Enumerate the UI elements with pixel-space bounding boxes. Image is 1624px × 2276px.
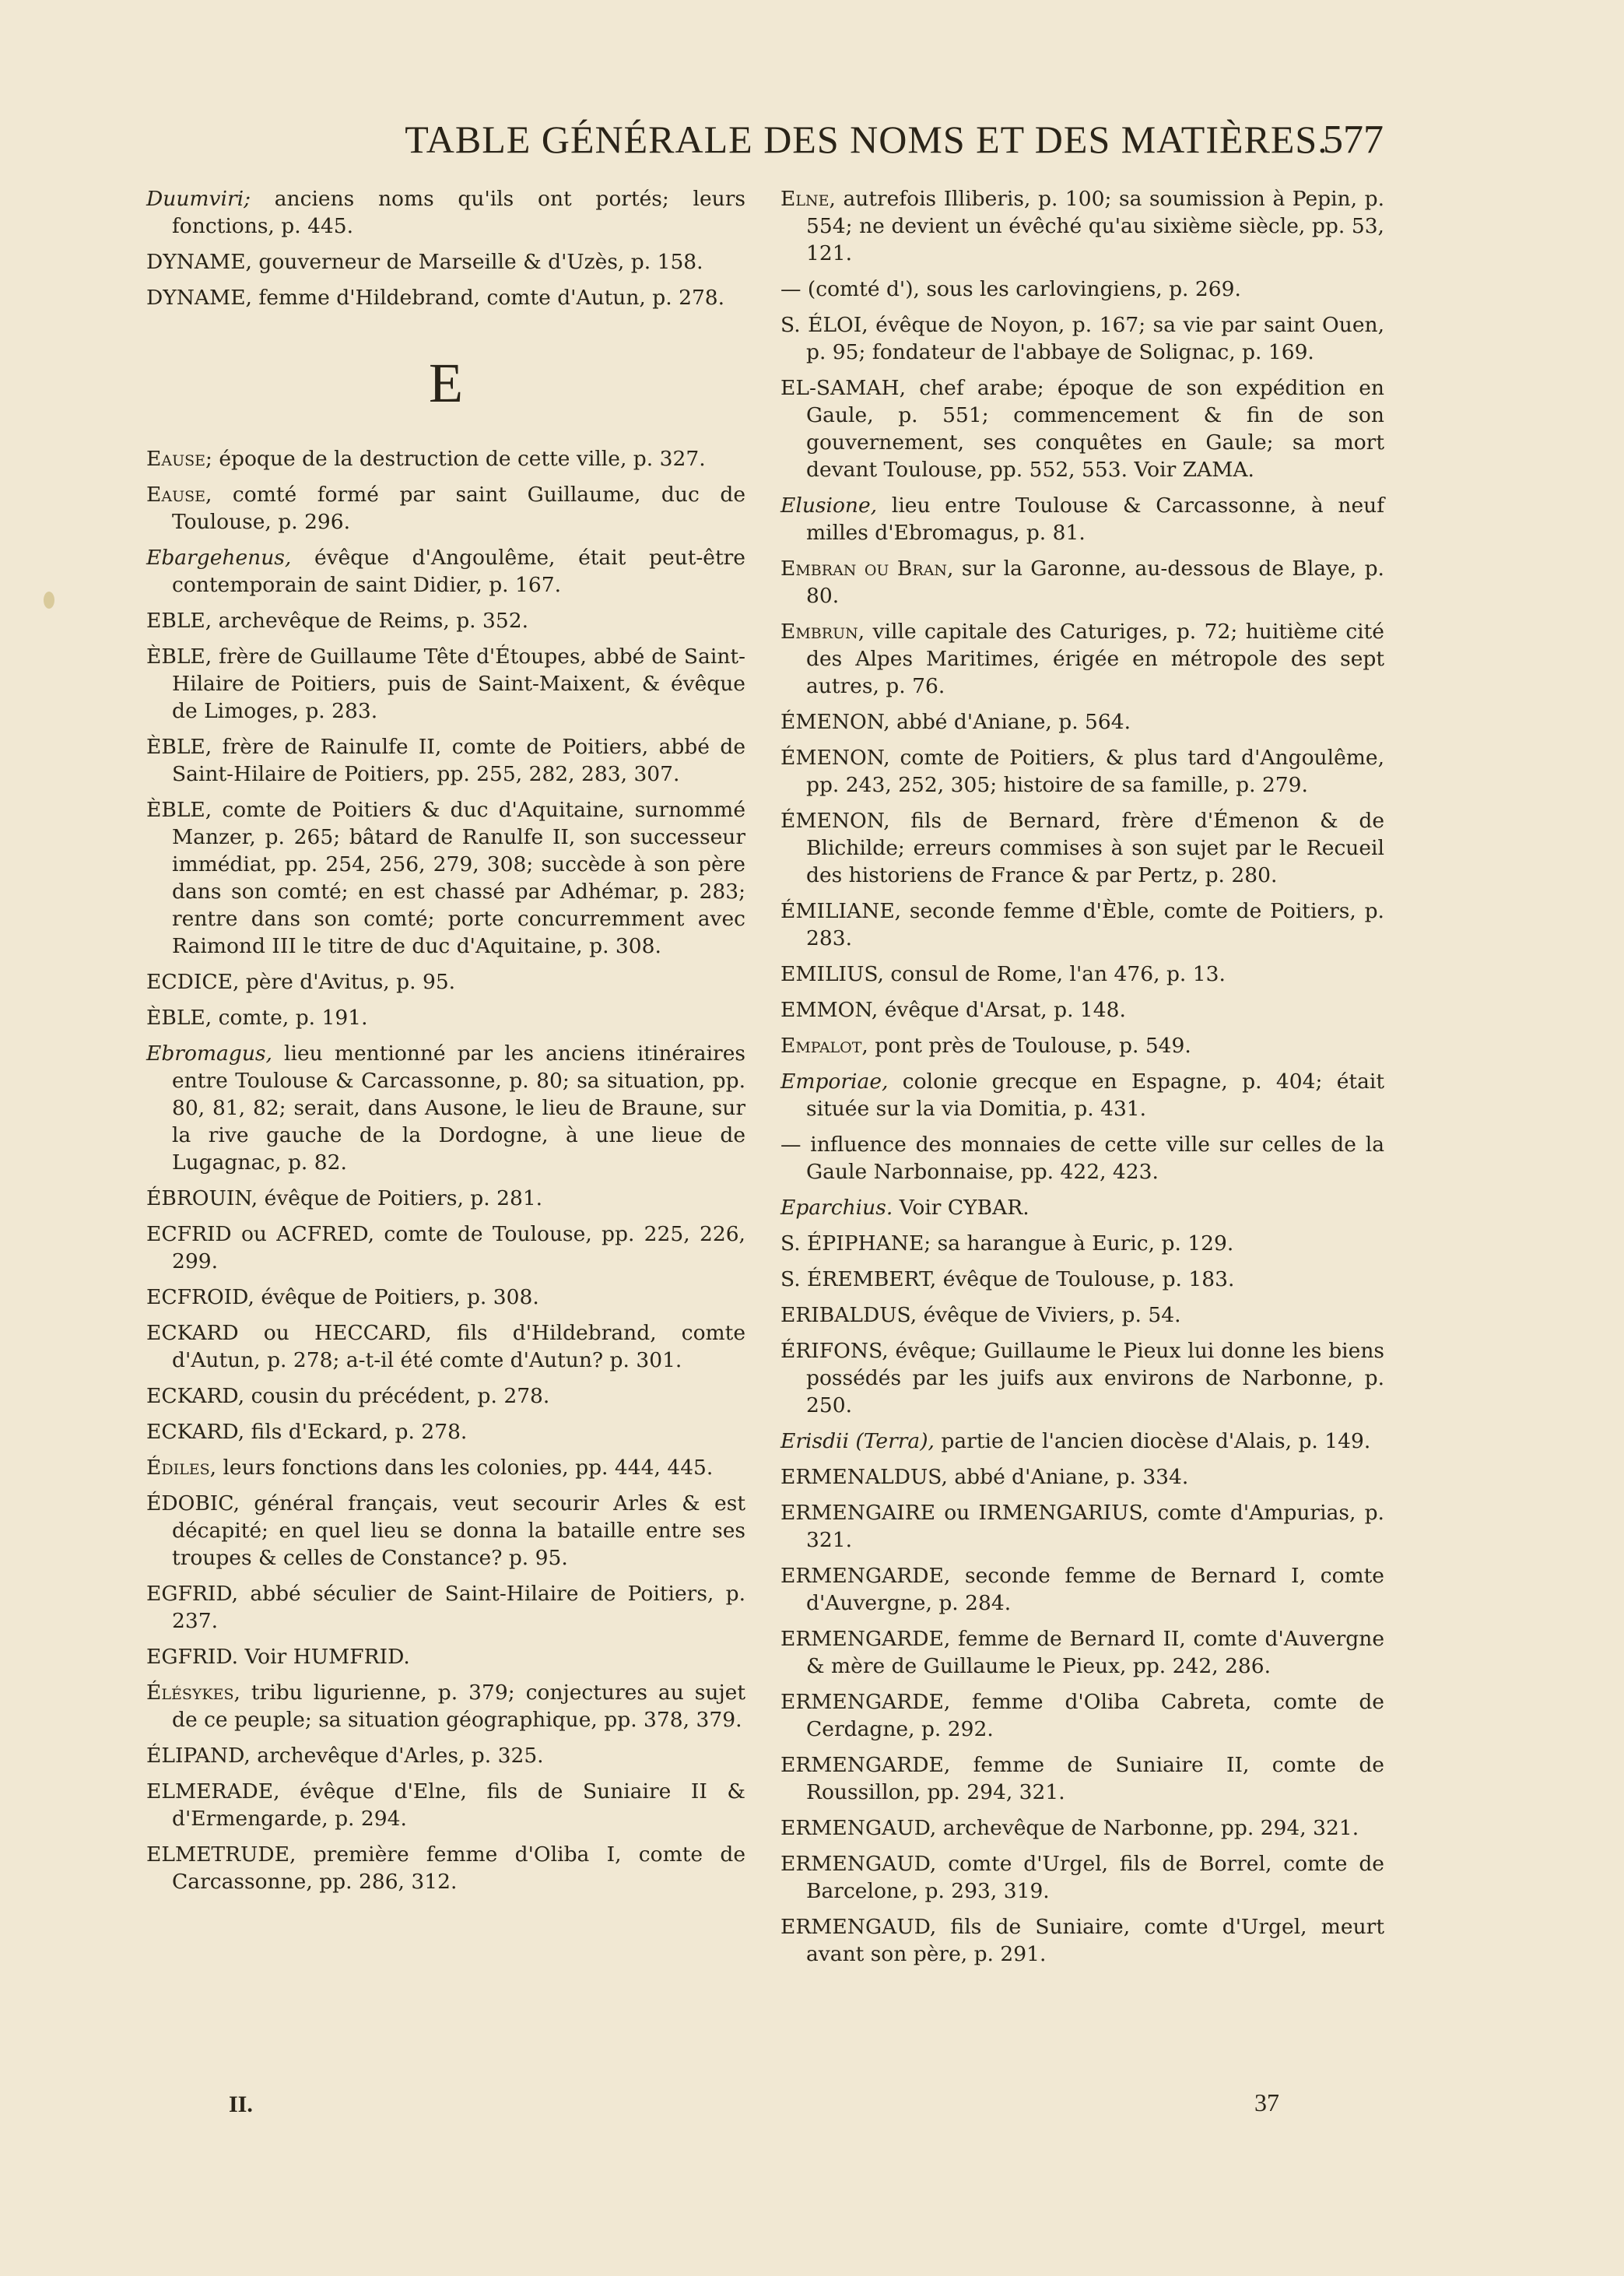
entry-text: comte de Toulouse, pp. 225, 226, 299. <box>172 1222 745 1273</box>
signature-mark: II. <box>229 2092 253 2117</box>
entry-text: évêque de Poitiers, p. 308. <box>254 1285 539 1309</box>
index-entry <box>146 248 745 276</box>
entry-heading: Duumviri; <box>146 187 251 211</box>
index-entry <box>146 1221 745 1275</box>
entry-heading: DYNAME, <box>146 250 252 274</box>
entry-heading: ECFRID ou ACFRED, <box>146 1222 375 1246</box>
entry-heading: ERMENGARDE, <box>780 1690 951 1714</box>
entry-heading: ECFROID, <box>146 1285 254 1309</box>
index-entry <box>146 1742 745 1769</box>
entry-heading: Erisdii (Terra), <box>780 1429 935 1453</box>
entry-heading: ERMENGARDE, <box>780 1564 951 1588</box>
entry-text: fils d'Eckard, p. 278. <box>244 1420 468 1444</box>
entry-text: seconde femme d'Èble, comte de Poitiers, p. 283. <box>806 899 1384 950</box>
index-entry <box>780 311 1384 366</box>
index-entry <box>780 708 1384 736</box>
entry-text: partie de l'ancien diocèse d'Alais, p. 149. <box>934 1429 1371 1453</box>
entry-heading: ERMENGAUD, <box>780 1816 937 1840</box>
index-entry <box>146 1382 745 1410</box>
entry-text: époque de la destruction de cette ville, p. 327. <box>212 447 706 471</box>
index-entry <box>780 1751 1384 1806</box>
index-entry <box>146 1454 745 1481</box>
entry-heading: Embrun, <box>780 620 865 644</box>
entry-heading: ELMERADE, <box>146 1779 280 1804</box>
index-entry <box>780 276 1384 303</box>
entry-heading: ECKARD, <box>146 1384 245 1408</box>
entry-text: comte de Poitiers & duc d'Aquitaine, surnommé Manzer, p. 265; bâtard de Ranulfe II, son successeur immédiat, pp. 254, 256, 279, 308; succède à son père dans son comté; en est chassé par Adhémar, p. 283; rentre dans son comté; porte concurremment avec Raimond III le titre de duc d'Aquitaine, p. 308. <box>172 798 745 958</box>
entry-heading: ÈBLE, <box>146 735 212 759</box>
index-entry <box>780 555 1384 609</box>
index-entry <box>780 1230 1384 1257</box>
entry-text: première femme d'Oliba I, comte de Carcassonne, pp. 286, 312. <box>172 1842 745 1894</box>
entry-heading: ELMETRUDE, <box>146 1842 296 1867</box>
entry-heading: ÉBROUIN, <box>146 1186 258 1210</box>
index-entry <box>146 1841 745 1895</box>
index-entry <box>780 1499 1384 1554</box>
entry-text: (comté d'), sous les carlovingiens, p. 269. <box>801 277 1241 301</box>
entry-text: anciens noms qu'ils ont portés; leurs fonctions, p. 445. <box>172 187 745 238</box>
index-entry <box>780 1814 1384 1842</box>
sheet-mark: 37 <box>1254 2088 1279 2116</box>
index-entry <box>780 897 1384 952</box>
index-entry <box>780 1301 1384 1329</box>
entry-heading: ERMENGAUD, <box>780 1852 937 1876</box>
entry-text: fils de Suniaire, comte d'Urgel, meurt avant son père, p. 291. <box>806 1915 1384 1966</box>
entry-heading: ERMENGARDE, <box>780 1627 951 1651</box>
index-entry <box>146 1778 745 1832</box>
entry-heading: ERIBALDUS, <box>780 1303 917 1327</box>
index-entry <box>146 284 745 311</box>
entry-text: comte, p. 191. <box>212 1006 368 1030</box>
index-entry <box>780 807 1384 889</box>
entry-heading: EMMON, <box>780 998 879 1022</box>
entry-heading: ÉMENON, <box>780 809 890 833</box>
entry-text: femme d'Hildebrand, comte d'Autun, p. 278. <box>251 286 725 310</box>
entry-text: abbé séculier de Saint-Hilaire de Poitiers, p. 237. <box>172 1582 745 1633</box>
index-entry <box>146 1679 745 1733</box>
index-entry <box>780 1032 1384 1059</box>
index-entry <box>146 968 745 996</box>
entry-text: gouverneur de Marseille & d'Uzès, p. 158. <box>251 250 703 274</box>
index-entry <box>780 1913 1384 1968</box>
entry-heading: ÉLIPAND, <box>146 1744 251 1768</box>
index-entry <box>146 185 745 240</box>
entry-heading: EL-SAMAH, <box>780 376 906 400</box>
entry-text: seconde femme de Bernard I, comte d'Auvergne, p. 284. <box>806 1564 1384 1615</box>
entry-text: comte d'Ampurias, p. 321. <box>806 1501 1384 1552</box>
entry-heading: ECDICE, <box>146 970 240 994</box>
letter-heading: E <box>429 352 463 414</box>
entry-heading: EBLE, <box>146 609 212 633</box>
index-entry <box>146 445 745 472</box>
entry-heading: — <box>780 277 801 301</box>
entry-heading: EGFRID. <box>146 1645 239 1669</box>
entry-heading: ÉRIFONS, <box>780 1339 889 1363</box>
entry-heading: ERMENGAIRE ou IRMENGARIUS, <box>780 1501 1149 1525</box>
entry-text: cousin du précédent, p. 278. <box>244 1384 550 1408</box>
entry-text: lieu mentionné par les anciens itinéraires entre Toulouse & Carcassonne, p. 80; sa situation, pp. 80, 81, 82; serait, dans Ausone, le lieu de Braune, sur la rive gauche de la Dordogne, à une lieue de Lugagnac, p. 82. <box>172 1041 745 1175</box>
entry-text: consul de Rome, l'an 476, p. 13. <box>883 962 1226 986</box>
entry-text: comté formé par saint Guillaume, duc de Toulouse, p. 296. <box>172 483 745 534</box>
right-column <box>780 185 1384 1976</box>
entry-text: femme de Bernard II, comte d'Auvergne & mère de Guillaume le Pieux, pp. 242, 286. <box>806 1627 1384 1678</box>
index-entry <box>780 1131 1384 1185</box>
entry-text: abbé d'Aniane, p. 334. <box>947 1465 1189 1489</box>
index-entry <box>146 1580 745 1635</box>
entry-text: tribu ligurienne, p. 379; conjectures au sujet de ce peuple; sa situation géographique, pp. 378, 379. <box>172 1681 745 1732</box>
index-entry <box>780 492 1384 546</box>
entry-heading: ERMENGAUD, <box>780 1915 937 1939</box>
index-entry <box>146 1490 745 1572</box>
entry-text: archevêque d'Arles, p. 325. <box>250 1744 544 1768</box>
entry-heading: Eparchius. <box>780 1196 893 1220</box>
entry-heading: ÉMENON, <box>780 746 890 770</box>
index-entry <box>780 1194 1384 1221</box>
index-entry <box>780 1068 1384 1122</box>
entry-text: colonie grecque en Espagne, p. 404; était située sur la via Domitia, p. 431. <box>806 1070 1384 1121</box>
entry-heading: Ebromagus, <box>146 1041 272 1066</box>
index-entry <box>146 733 745 788</box>
index-entry <box>146 1643 745 1670</box>
entry-text: sa harangue à Euric, p. 129. <box>931 1231 1234 1256</box>
index-entry <box>146 481 745 536</box>
entry-heading: ECKARD, <box>146 1420 245 1444</box>
entry-text: sur la Garonne, au-dessous de Blaye, p. 80. <box>806 557 1384 608</box>
entry-heading: ECKARD ou HECCARD, <box>146 1321 432 1345</box>
entries-before-letter <box>146 185 745 311</box>
index-entry <box>780 1428 1384 1455</box>
entry-heading: ERMENALDUS, <box>780 1465 948 1489</box>
entry-text: père d'Avitus, p. 95. <box>239 970 456 994</box>
entry-text: archevêque de Reims, p. 352. <box>212 609 529 633</box>
index-entry <box>780 1625 1384 1680</box>
index-entry <box>146 1040 745 1176</box>
entry-text: évêque de Noyon, p. 167; sa vie par saint Ouen, p. 95; fondateur de l'abbaye de Solignac, p. 169. <box>806 313 1384 364</box>
entry-text: comte de Poitiers, & plus tard d'Angoulême, pp. 243, 252, 305; histoire de sa famille, p. 279. <box>806 746 1384 797</box>
entry-text: pont près de Toulouse, p. 549. <box>868 1034 1191 1058</box>
entry-heading: S. ÉPIPHANE; <box>780 1231 931 1256</box>
index-entry <box>780 1463 1384 1491</box>
entry-heading: DYNAME, <box>146 286 252 310</box>
entry-text: évêque d'Elne, fils de Suniaire II & d'Ermengarde, p. 294. <box>172 1779 745 1831</box>
entry-heading: Elne, <box>780 187 836 211</box>
index-entry <box>780 374 1384 483</box>
entry-text: archevêque de Narbonne, pp. 294, 321. <box>936 1816 1359 1840</box>
index-entry <box>780 618 1384 700</box>
page-number: 577 <box>1323 118 1384 162</box>
index-entry <box>146 1319 745 1374</box>
entry-heading: ÈBLE, <box>146 798 212 822</box>
entry-heading: EGFRID, <box>146 1582 239 1606</box>
entry-heading: Embran ou Bran, <box>780 557 954 581</box>
index-entry <box>780 996 1384 1024</box>
entry-text: évêque d'Arsat, p. 148. <box>878 998 1126 1022</box>
entry-text: évêque d'Angoulême, était peut-être contemporain de saint Didier, p. 167. <box>172 546 745 597</box>
right-entries <box>780 185 1384 1968</box>
entry-text: influence des monnaies de cette ville sur celles de la Gaule Narbonnaise, pp. 422, 423. <box>801 1133 1384 1184</box>
entry-text: lieu entre Toulouse & Carcassonne, à neuf milles d'Ebromagus, p. 81. <box>806 493 1384 545</box>
entry-heading: Ebargehenus, <box>146 546 292 570</box>
entry-text: ville capitale des Caturiges, p. 72; huitième cité des Alpes Maritimes, érigée en métropole des sept autres, p. 76. <box>806 620 1384 698</box>
index-entry <box>780 185 1384 267</box>
entry-text: chef arabe; époque de son expédition en Gaule, p. 551; commencement & fin de son gouvernement, ses conquêtes en Gaule; sa mort devant Toulouse, pp. 552, 553. Voir ZAMA. <box>806 376 1384 482</box>
index-entry <box>780 1337 1384 1419</box>
entry-text: femme d'Oliba Cabreta, comte de Cerdagne, p. 292. <box>806 1690 1384 1741</box>
index-entry <box>146 607 745 634</box>
entry-text: évêque de Toulouse, p. 183. <box>936 1267 1235 1291</box>
paper-stain <box>44 592 54 609</box>
index-entry <box>780 1562 1384 1617</box>
entry-heading: Élésykes, <box>146 1681 240 1705</box>
entry-heading: ÉMILIANE, <box>780 899 902 923</box>
entry-heading: ÈBLE, <box>146 1006 212 1030</box>
entry-text: abbé d'Aniane, p. 564. <box>889 710 1131 734</box>
index-entry <box>780 1850 1384 1905</box>
entry-heading: Eause; <box>146 447 212 471</box>
entry-heading: Empalot, <box>780 1034 868 1058</box>
entry-text: leurs fonctions dans les colonies, pp. 444, 445. <box>216 1456 714 1480</box>
entry-text: évêque de Poitiers, p. 281. <box>258 1186 543 1210</box>
index-entry <box>780 1688 1384 1743</box>
entry-heading: ÈBLE, <box>146 645 212 669</box>
running-head: TABLE GÉNÉRALE DES NOMS ET DES MATIÈRES. <box>405 118 1328 161</box>
left-column <box>146 185 745 1904</box>
entry-heading: Elusione, <box>780 493 878 518</box>
entry-text: Voir CYBAR. <box>893 1196 1029 1220</box>
index-entry <box>146 1284 745 1311</box>
entry-heading: Emporiae, <box>780 1070 889 1094</box>
entry-text: femme de Suniaire II, comte de Roussillon, pp. 294, 321. <box>806 1753 1384 1804</box>
entry-text: fils d'Hildebrand, comte d'Autun, p. 278; a-t-il été comte d'Autun? p. 301. <box>172 1321 745 1372</box>
entry-heading: Eause, <box>146 483 212 507</box>
entry-text: général français, veut secourir Arles & est décapité; en quel lieu se donna la bataille entre ses troupes & celles de Constance? p. 95. <box>172 1491 745 1570</box>
entry-text: Voir HUMFRID. <box>238 1645 410 1669</box>
entry-text: évêque; Guillaume le Pieux lui donne les biens possédés par les juifs aux environs de Narbonne, p. 250. <box>806 1339 1384 1417</box>
entry-heading: EMILIUS, <box>780 962 884 986</box>
index-entry <box>146 796 745 960</box>
entry-text: comte d'Urgel, fils de Borrel, comte de Barcelone, p. 293, 319. <box>806 1852 1384 1903</box>
index-entry <box>146 643 745 725</box>
index-entry <box>780 961 1384 988</box>
entry-heading: S. ÉREMBERT, <box>780 1267 937 1291</box>
entry-heading: ÉMENON, <box>780 710 890 734</box>
entry-text: frère de Rainulfe II, comte de Poitiers, abbé de Saint-Hilaire de Poitiers, pp. 255, 282, 283, 307. <box>172 735 745 786</box>
index-entry <box>146 1418 745 1445</box>
entry-heading: S. ÉLOI, <box>780 313 868 337</box>
entry-heading: ERMENGARDE, <box>780 1753 951 1777</box>
index-entry <box>146 1185 745 1212</box>
entry-text: évêque de Viviers, p. 54. <box>917 1303 1181 1327</box>
index-entry <box>146 544 745 599</box>
index-entry <box>146 1004 745 1031</box>
entry-heading: ÉDOBIC, <box>146 1491 240 1516</box>
index-entry <box>780 744 1384 799</box>
entry-text: autrefois Illiberis, p. 100; sa soumission à Pepin, p. 554; ne devient un évêché qu'au sixième siècle, pp. 53, 121. <box>806 187 1384 265</box>
entry-text: frère de Guillaume Tête d'Étoupes, abbé de Saint-Hilaire de Poitiers, puis de Saint-Maixent, & évêque de Limoges, p. 283. <box>172 645 745 723</box>
entry-text: fils de Bernard, frère d'Émenon & de Blichilde; erreurs commises à son sujet par le Recueil des historiens de France & par Pertz, p. 280. <box>806 809 1384 887</box>
entry-heading: Édiles, <box>146 1456 217 1480</box>
index-entry <box>780 1266 1384 1293</box>
entries-after-letter <box>146 445 745 1895</box>
entry-heading: — <box>780 1133 801 1157</box>
